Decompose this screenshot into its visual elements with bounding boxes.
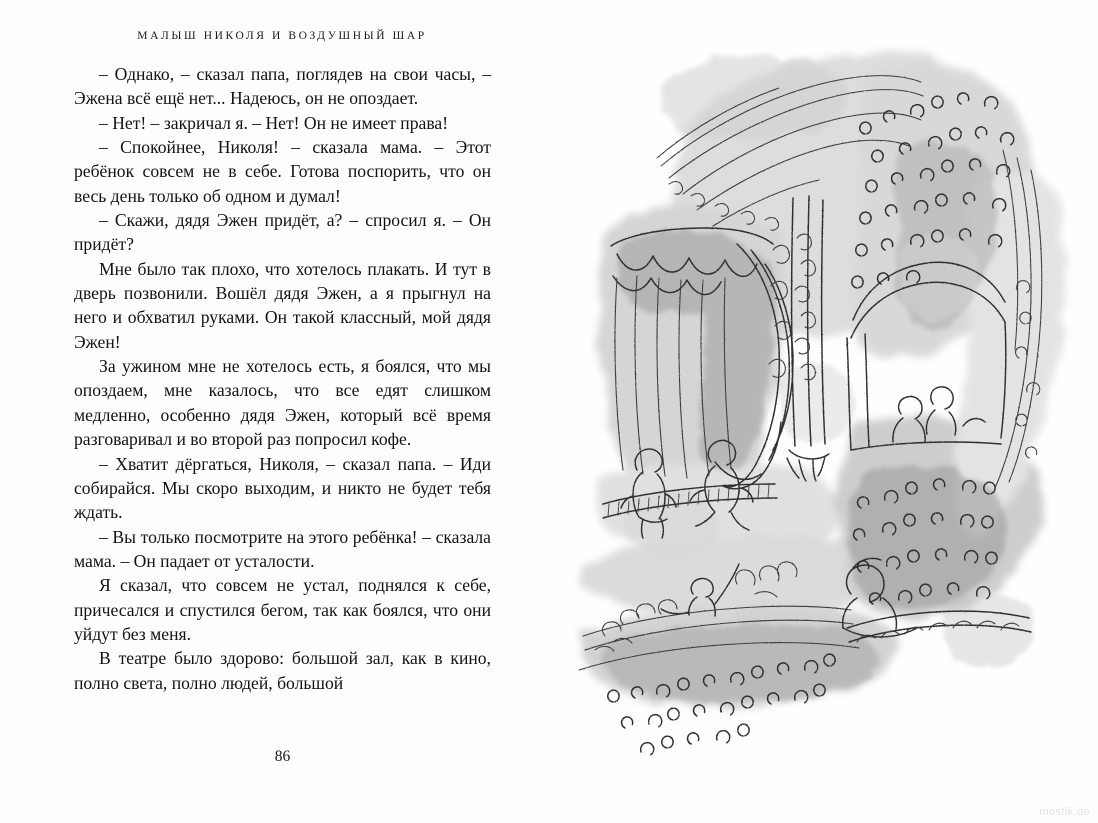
paragraph: – Спокойнее, Николя! – сказала мама. – Этот ребёнок совсем не в себе. Готова поспорить, что он весь день только об одном и думал! bbox=[74, 137, 491, 206]
paragraph: – Скажи, дядя Эжен придёт, а? – спросил я. – Он придёт? bbox=[74, 210, 491, 255]
body-text-column bbox=[74, 62, 491, 695]
paragraph: – Вы только посмотрите на этого ребёнка! – сказала мама. – Он падает от усталости. bbox=[74, 526, 491, 571]
page-number: 86 bbox=[274, 748, 291, 765]
paragraph: За ужином мне не хотелось есть, я боялся, что мы опоздаем, мне казалось, что все едят слишком медленно, особенно дядя Эжен, который всё время разговаривал и во второй раз попросил кофе. bbox=[74, 356, 491, 450]
running-head: МАЛЫШ НИКОЛЯ И ВОЗДУШНЫЙ ШАР bbox=[137, 30, 427, 42]
paragraph: В театре было здорово: большой зал, как в кино, полно света, полно людей, большой bbox=[74, 648, 491, 693]
paragraph: Я сказал, что совсем не устал, поднялся к себе, причесался и спустился бегом, так как боялся, что они уйдут без меня. bbox=[74, 575, 491, 644]
theatre-interior-illustration bbox=[565, 38, 1085, 768]
paragraph: – Нет! – закричал я. – Нет! Он не имеет права! bbox=[99, 112, 449, 133]
paragraph: – Однако, – сказал папа, поглядев на свои часы, – Эжена всё ещё нет... Надеюсь, он не опоздает. bbox=[74, 64, 491, 109]
watermark: mostik.de bbox=[1039, 806, 1090, 818]
paragraph: Мне было так плохо, что хотелось плакать. И тут в дверь позвонили. Вошёл дядя Эжен, а я прыгнул на него и обхватил руками. Он такой классный, мой дядя Эжен! bbox=[74, 258, 491, 352]
paragraph: – Хватит дёргаться, Николя, – сказал папа. – Иди собирайся. Мы скоро выходим, и никто не будет тебя ждать. bbox=[74, 453, 491, 523]
